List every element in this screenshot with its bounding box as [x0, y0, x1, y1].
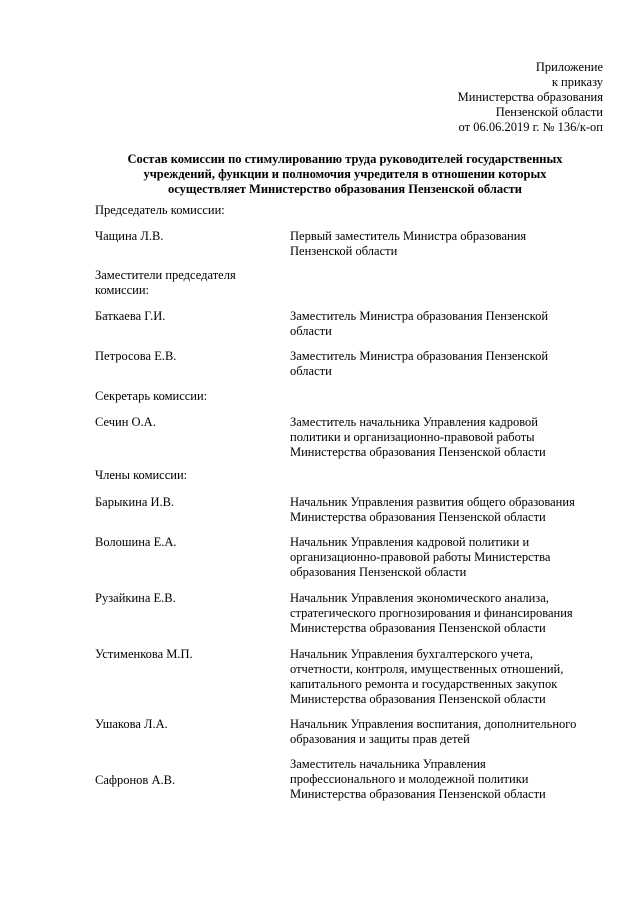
member-name: Ушакова Л.А. [95, 717, 168, 731]
member-position [290, 415, 610, 460]
member-position [290, 591, 610, 636]
position-line: Заместитель Министра образования Пензенской [290, 349, 549, 363]
position-line: области [290, 324, 332, 338]
position-line: Заместитель начальника Управления кадровой [290, 415, 538, 429]
member-name: Рузайкина Е.В. [95, 591, 176, 605]
position-line: Начальник Управления воспитания, дополнительного [290, 717, 577, 731]
position-line: профессионального и молодежной политики [290, 772, 529, 786]
position-line: Заместитель начальника Управления [290, 757, 486, 771]
members-section-label: Члены комиссии: [95, 468, 188, 482]
member-position [290, 309, 610, 339]
member-name: Баткаева Г.И. [95, 309, 166, 323]
member-name: Устименкова М.П. [95, 647, 193, 661]
member-position [290, 717, 610, 747]
title-line: учреждений, функции и полномочия учредителя в отношении которых [143, 167, 547, 181]
position-line: Начальник Управления кадровой политики и [290, 535, 530, 549]
deputies-section-label [95, 268, 285, 298]
header-line: Министерства образования [457, 90, 603, 104]
member-name: Барыкина И.В. [95, 495, 175, 509]
member-position [290, 535, 610, 580]
position-line: образования и защиты прав детей [290, 732, 470, 746]
member-name: Чащина Л.В. [95, 229, 164, 243]
position-line: области [290, 364, 332, 378]
position-line: Начальник Управления экономического анализа, [290, 591, 549, 605]
member-name: Волошина Е.А. [95, 535, 177, 549]
member-position [290, 647, 610, 707]
member-position [290, 349, 610, 379]
position-line: организационно-правовой работы Министерства [290, 550, 551, 564]
header-line: от 06.06.2019 г. № 136/к-оп [458, 120, 603, 134]
header-line: к приказу [551, 75, 603, 89]
member-position [290, 495, 610, 525]
member-position [290, 229, 610, 259]
member-name: Сафронов А.В. [95, 773, 176, 787]
title-line: осуществляет Министерство образования Пензенской области [168, 182, 522, 196]
chair-section-label: Председатель комиссии: [95, 203, 225, 217]
title-line: Состав комиссии по стимулированию труда руководителей государственных [127, 152, 563, 166]
label-line: Заместители председателя [95, 268, 236, 282]
appendix-header [343, 60, 603, 135]
member-position [290, 757, 610, 802]
position-line: стратегического прогнозирования и финансирования [290, 606, 573, 620]
position-line: Заместитель Министра образования Пензенской [290, 309, 549, 323]
header-line: Пензенской области [495, 105, 603, 119]
position-line: Пензенской области [290, 244, 398, 258]
position-line: Министерства образования Пензенской области [290, 621, 546, 635]
position-line: Первый заместитель Министра образования [290, 229, 527, 243]
position-line: Начальник Управления развития общего образования [290, 495, 575, 509]
document-title [95, 152, 595, 197]
position-line: отчетности, контроля, имущественных отношений, [290, 662, 564, 676]
position-line: Начальник Управления бухгалтерского учета, [290, 647, 534, 661]
position-line: капитального ремонта и государственных закупок [290, 677, 558, 691]
secretary-section-label: Секретарь комиссии: [95, 389, 208, 403]
member-name: Петросова Е.В. [95, 349, 177, 363]
position-line: Министерства образования Пензенской области [290, 787, 546, 801]
position-line: политики и организационно-правовой работы [290, 430, 535, 444]
position-line: Министерства образования Пензенской области [290, 445, 546, 459]
position-line: Министерства образования Пензенской области [290, 510, 546, 524]
position-line: образования Пензенской области [290, 565, 467, 579]
label-line: комиссии: [95, 283, 149, 297]
position-line: Министерства образования Пензенской области [290, 692, 546, 706]
member-name: Сечин О.А. [95, 415, 156, 429]
header-line: Приложение [535, 60, 603, 74]
